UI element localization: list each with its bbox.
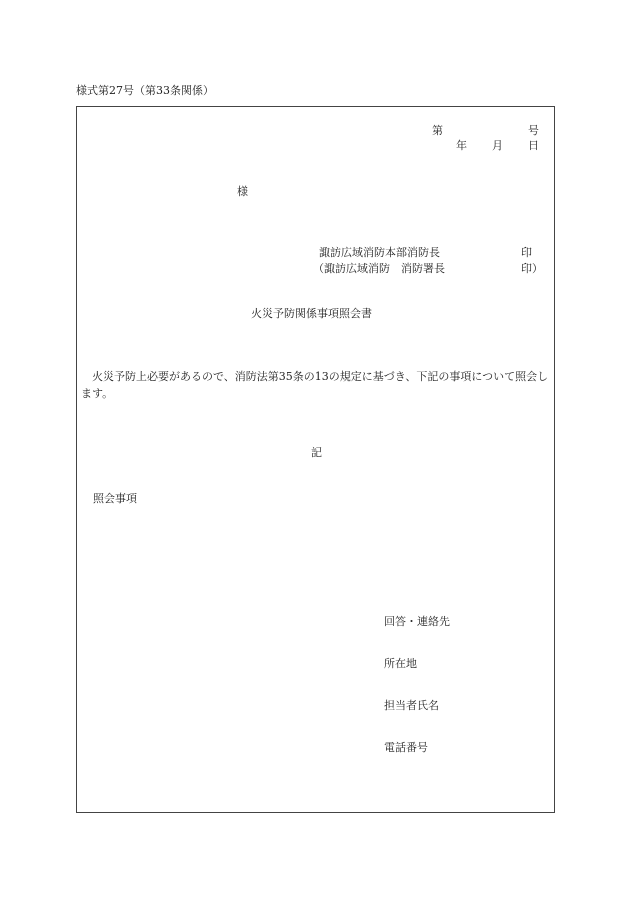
issuer-seal: 印） [521,262,543,275]
addressee-suffix: 様 [237,185,248,198]
form-label: 様式第27号（第33条関係） [76,84,214,97]
contact-heading: 回答・連絡先 [384,615,450,628]
issuer-name: 諏訪広域消防本部消防長 [319,246,440,259]
inquiry-heading: 照会事項 [93,492,137,505]
ki-marker: 記 [311,446,322,459]
person-label: 担当者氏名 [384,699,439,712]
number-suffix: 号 [528,124,539,137]
issuer-name: （諏訪広域消防 消防署長 [313,262,445,275]
issuer-seal: 印 [521,246,532,259]
body-text: 火災予防上必要があるので、消防法第35条の13の規定に基づき、下記の事項について照会します。 [81,370,549,400]
document-title: 火災予防関係事項照会書 [251,307,372,320]
number-prefix: 第 [432,124,443,137]
date-month: 月 [492,139,503,152]
date-day: 日 [528,139,539,152]
phone-label: 電話番号 [384,741,428,754]
address-label: 所在地 [384,657,417,670]
date-year: 年 [456,139,467,152]
